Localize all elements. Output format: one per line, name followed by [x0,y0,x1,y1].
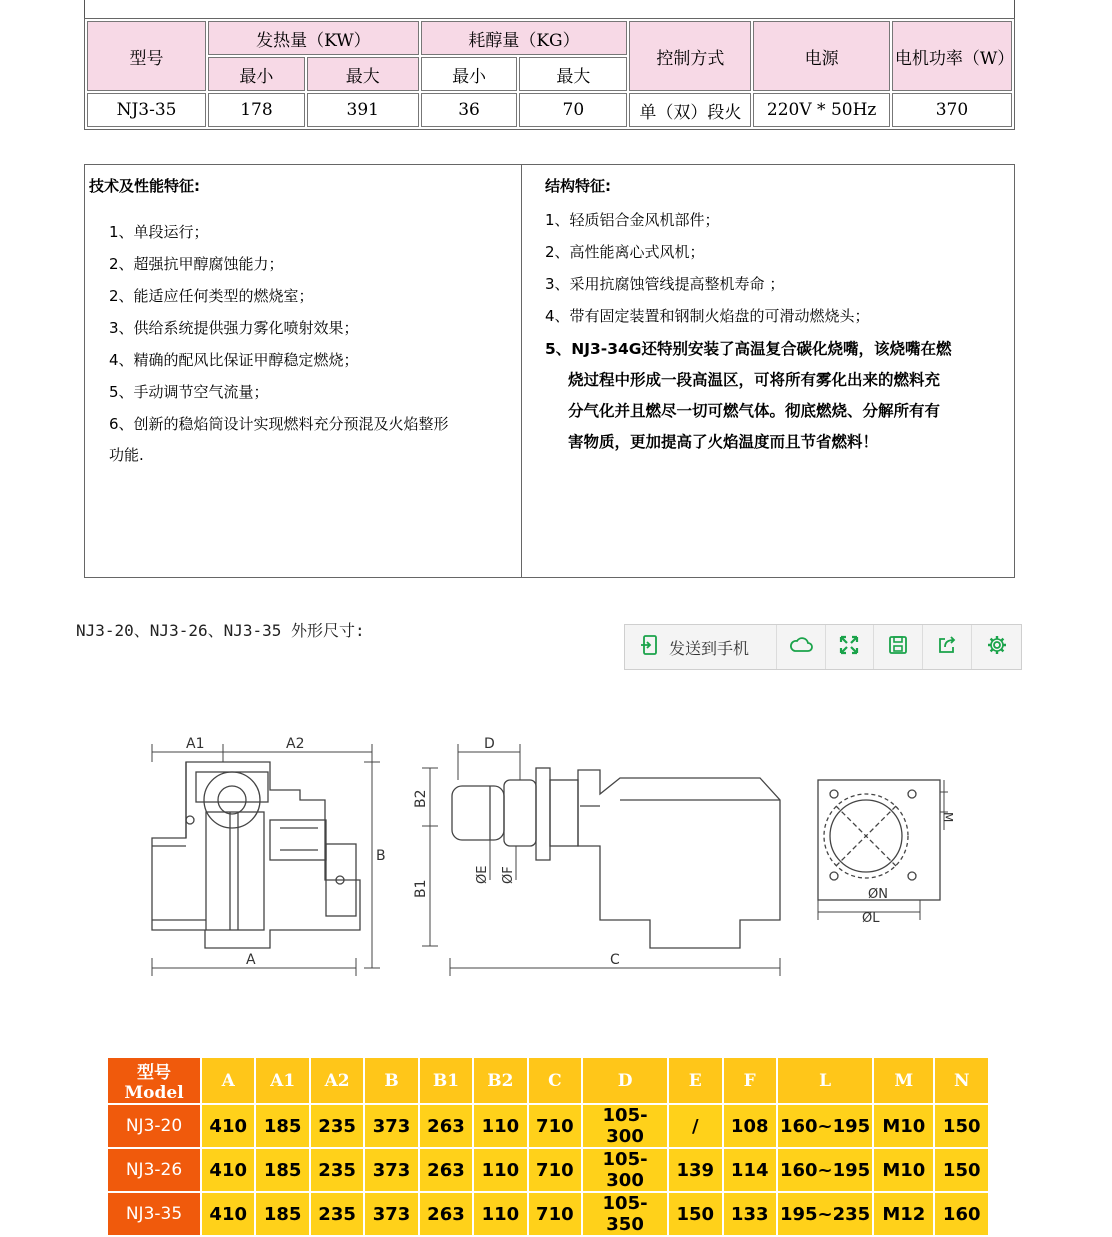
dims-header-model: 型号 Model [108,1058,200,1103]
dims-header-row [108,1058,988,1103]
tech-features-title: 技术及性能特征: [89,177,200,195]
dims-cell: 263 [420,1149,472,1191]
dims-cell: 160~195 [778,1105,872,1147]
dims-cell: 105-300 [583,1105,667,1147]
dims-cell: 235 [311,1105,363,1147]
spec-cell-fuel-max: 70 [519,93,627,127]
spec-cell-model: NJ3-35 [87,93,206,127]
spec-cell-heat-max: 391 [307,93,419,127]
dims-cell: 160~195 [778,1149,872,1191]
dims-cell: 105-300 [583,1149,667,1191]
send-to-phone-button[interactable] [625,625,777,669]
dims-row-model: NJ3-20 [108,1105,200,1147]
dim-label-e: ØE [475,865,490,884]
structure-feature-item: 4、带有固定装置和钢制火焰盘的可滑动燃烧头； [545,307,870,325]
dims-header-cell: M [874,1058,933,1103]
phone-send-icon [639,634,661,660]
fullscreen-button[interactable] [826,625,875,669]
dims-cell: / [669,1105,721,1147]
front-view-drawing [152,744,380,976]
dim-label-b: B [376,848,386,864]
tech-feature-item: 3、供给系统提供强力雾化喷射效果； [109,319,359,337]
dims-cell: 263 [420,1105,472,1147]
spec-header-fuel-max: 最大 [519,57,627,91]
structure-feature-highlight-line: 害物质，更加提高了火焰温度而且节省燃料！ [568,433,879,451]
share-icon [936,634,958,660]
dims-cell: 373 [365,1193,417,1235]
send-to-phone-label: 发送到手机 [669,638,750,658]
spec-header-heat-min: 最小 [208,57,305,91]
dims-cell: 110 [474,1149,526,1191]
settings-button[interactable] [972,625,1021,669]
spec-cell-fuel-min: 36 [421,93,518,127]
dims-cell: 410 [202,1149,254,1191]
dims-table-row [108,1105,988,1147]
cloud-button[interactable] [777,625,826,669]
dims-header-cell: B2 [474,1058,526,1103]
dims-table-row [108,1149,988,1191]
spec-header-model: 型号 [87,21,206,91]
spec-header-fuel-min: 最小 [421,57,518,91]
structure-features-title: 结构特征: [545,177,611,195]
structure-feature-highlight-line: 烧过程中形成一段高温区，可将所有雾化出来的燃料充 [568,371,941,389]
dims-cell: 114 [724,1149,776,1191]
dims-cell: 710 [529,1105,581,1147]
structure-features [545,175,1015,458]
dim-label-b1: B1 [413,879,429,898]
dims-header-cell: A1 [256,1058,308,1103]
dims-cell: 410 [202,1193,254,1235]
structure-feature-item: 1、轻质铝合金风机部件； [545,211,720,229]
dims-cell: M12 [874,1193,933,1235]
dims-header-cell: F [724,1058,776,1103]
dims-cell: 410 [202,1105,254,1147]
tech-feature-item-cont: 功能. [109,446,144,464]
side-view-drawing [422,744,780,976]
dims-cell: M10 [874,1105,933,1147]
spec-cell-power: 220V * 50Hz [753,93,889,127]
dims-header-cell: E [669,1058,721,1103]
dim-label-l: ØL [862,911,880,926]
dims-cell: 373 [365,1105,417,1147]
dims-header-cell: L [778,1058,872,1103]
dims-header-cell: A2 [311,1058,363,1103]
dim-label-n: ØN [868,887,888,902]
tech-features [89,175,519,470]
dims-cell: 235 [311,1149,363,1191]
dims-cell: 108 [724,1105,776,1147]
share-button[interactable] [923,625,972,669]
structure-feature-highlight-line: 分气化并且燃尽一切可燃气体。彻底燃烧、分解所有有 [568,402,941,420]
image-toolbar [624,624,1022,670]
dimensions-table [106,1056,990,1237]
dims-cell: 195~235 [778,1193,872,1235]
spec-table [84,18,1015,130]
cloud-icon [788,635,814,659]
dims-cell: 150 [935,1105,988,1147]
spec-cell-heat-min: 178 [208,93,305,127]
dims-cell: 710 [529,1149,581,1191]
dims-header-cell: D [583,1058,667,1103]
dims-cell: 710 [529,1193,581,1235]
spec-cell-control: 单（双）段火 [629,93,751,127]
dims-cell: 139 [669,1149,721,1191]
dims-header-cell: N [935,1058,988,1103]
settings-icon [986,634,1008,660]
spec-cell-motor: 370 [892,93,1012,127]
dims-cell: 185 [256,1149,308,1191]
tech-feature-item: 5、手动调节空气流量； [109,383,269,401]
dims-cell: 133 [724,1193,776,1235]
dims-header-cell: B1 [420,1058,472,1103]
save-icon [887,634,909,660]
dim-label-a2: A2 [286,736,305,752]
dim-label-a: A [246,952,256,968]
dim-label-a1: A1 [186,736,205,752]
frame-line-right [1014,0,1015,18]
tech-feature-item: 1、单段运行； [109,223,209,241]
spec-header-control: 控制方式 [629,21,751,91]
dims-cell: 185 [256,1105,308,1147]
dims-row-model: NJ3-35 [108,1193,200,1235]
dims-header-cell: A [202,1058,254,1103]
tech-feature-item: 2、超强抗甲醇腐蚀能力； [109,255,284,273]
dims-cell: 160 [935,1193,988,1235]
dimensions-caption: NJ3-20、NJ3-26、NJ3-35 外形尺寸: [76,621,365,640]
dims-row-model: NJ3-26 [108,1149,200,1191]
dims-header-cell: C [529,1058,581,1103]
dims-cell: 150 [669,1193,721,1235]
dims-cell: 373 [365,1149,417,1191]
features-divider [521,165,522,577]
dims-cell: 110 [474,1105,526,1147]
dim-label-d: D [484,736,495,752]
spec-header-heat: 发热量（KW） [208,21,419,55]
dims-cell: 150 [935,1149,988,1191]
dims-cell: 105-350 [583,1193,667,1235]
tech-feature-item: 2、能适应任何类型的燃烧室； [109,287,314,305]
dims-cell: M10 [874,1149,933,1191]
spec-header-motor: 电机功率（W） [892,21,1012,91]
spec-header-power: 电源 [753,21,889,91]
dim-label-b2: B2 [413,789,429,808]
frame-line-left [84,0,85,18]
dim-label-m: M [941,812,955,823]
spec-header-fuel: 耗醇量（KG） [421,21,628,55]
fullscreen-icon [838,634,860,660]
dim-label-f: ØF [501,866,516,884]
structure-feature-item: 2、高性能离心式风机； [545,243,705,261]
dims-table-row [108,1193,988,1235]
dims-cell: 110 [474,1193,526,1235]
features-box [84,164,1015,578]
dim-label-c: C [610,952,620,968]
dims-cell: 235 [311,1193,363,1235]
spec-header-heat-max: 最大 [307,57,419,91]
dims-header-cell: B [365,1058,417,1103]
dims-cell: 185 [256,1193,308,1235]
dimension-drawings [0,680,1112,980]
tech-feature-item: 6、创新的稳焰筒设计实现燃料充分预混及火焰整形 [109,415,449,433]
tech-feature-item: 4、精确的配风比保证甲醇稳定燃烧； [109,351,359,369]
dims-cell: 263 [420,1193,472,1235]
structure-feature-highlight: 5、NJ3-34G还特别安装了高温复合碳化烧嘴，该烧嘴在燃 [545,340,952,358]
structure-feature-item: 3、采用抗腐蚀管线提高整机寿命 ； [545,275,785,293]
save-button[interactable] [874,625,923,669]
